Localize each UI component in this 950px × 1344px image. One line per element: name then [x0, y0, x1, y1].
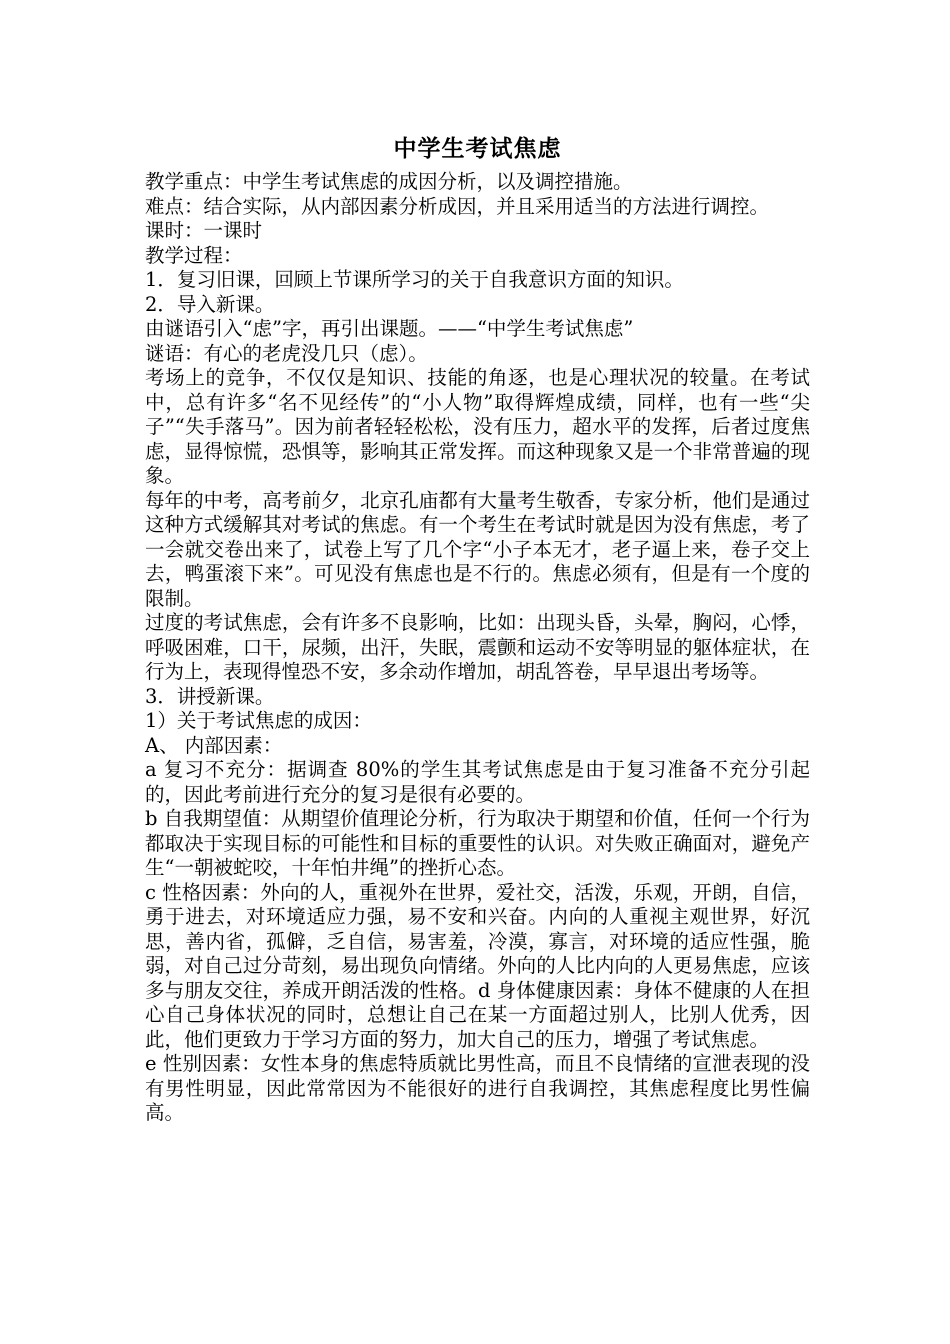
- paragraph-causes-heading: 1）关于考试焦虑的成因：: [145, 709, 372, 732]
- paragraph-factor-c-d: c 性格因素：外向的人，重视外在世界，爱社交，活泼，乐观，开朗，自信，勇于进去，对环境适应力强，易不安和兴奋。内向的人重视主观世界，好沉思，善内省，孤僻，乏自信，易害羞，冷漠，寡言，对环境的适应性强，脆弱，对自己过分苛刻，易出现负向情绪。外向的人比内向的人更易焦虑，应该多与朋友交往，养成开朗活泼的性格。d 身体健康因素：身体不健康的人在担心自己身体状况的同时，总想让自己在某一方面超过别人，比别人优秀，因此，他们更致力于学习方面的努力，加大自己的压力，增强了考试焦虑。: [145, 880, 810, 1051]
- document-title: 中学生考试焦虑: [393, 136, 562, 162]
- paragraph-internal-factors: A、 内部因素：: [145, 733, 283, 757]
- paragraph-competition: 考场上的竞争，不仅仅是知识、技能的角逐，也是心理状况的较量。在考试中，总有许多“名不见经传”的“小人物”取得辉煌成绩，同样，也有一些“尖子”“失手落马”。因为前者轻轻松松，没有压力，超水平的发挥，后者过度焦虑，显得惊慌，恐惧等，影响其正常发挥。而这种现象又是一个非常普遍的现象。: [145, 366, 810, 487]
- paragraph-riddle: 谜语：有心的老虎没几只（虑）。: [145, 341, 428, 365]
- paragraph-step-2: 2．导入新课。: [145, 292, 275, 316]
- paragraph-factor-b: b 自我期望值：从期望价值理论分析，行为取决于期望和价值，任何一个行为都取决于实现目标的可能性和目标的重要性的认识。对失败正确面对，避免产生“一朝被蛇咬，十年怕井绳”的挫折心态。: [145, 807, 810, 879]
- paragraph-factor-e: e 性别因素：女性本身的焦虑特质就比男性高，而且不良情绪的宣泄表现的没有男性明显，因此常常因为不能很好的进行自我调控，其焦虑程度比男性偏高。: [145, 1052, 810, 1124]
- document-page: [145, 130, 810, 1126]
- paragraph-duration: 课时：一课时: [145, 219, 263, 242]
- paragraph-process-heading: 教学过程：: [145, 243, 243, 267]
- paragraph-difficulty: 难点：结合实际，从内部因素分析成因，并且采用适当的方法进行调控。: [145, 194, 770, 218]
- paragraph-step-3: 3．讲授新课。: [145, 684, 275, 708]
- paragraph-focus: 教学重点：中学生考试焦虑的成因分析，以及调控措施。: [145, 170, 633, 193]
- paragraph-effects: 过度的考试焦虑，会有许多不良影响，比如：出现头昏，头晕，胸闷，心悸，呼吸困难，口干，尿频，出汗，失眠，震颤和运动不安等明显的躯体症状，在行为上，表现得惶恐不安，多余动作增加，胡乱答卷，早早退出考场等。: [145, 611, 810, 683]
- paragraph-step-1: 1．复习旧课，回顾上节课所学习的关于自我意识方面的知识。: [145, 268, 684, 291]
- paragraph-factor-a: a 复习不充分：据调查 80%的学生其考试焦虑是由于复习准备不充分引起的，因此考前进行充分的复习是很有必要的。: [145, 758, 810, 806]
- paragraph-riddle-intro: 由谜语引入“虑”字，再引出课题。——“中学生考试焦虑”: [145, 317, 634, 340]
- paragraph-exam-eve: 每年的中考，高考前夕，北京孔庙都有大量考生敬香，专家分析，他们是通过这种方式缓解其对考试的焦虑。有一个考生在考试时就是因为没有焦虑，考了一会就交卷出来了，试卷上写了几个字“小子本无才，老子逼上来，卷子交上去，鸭蛋滚下来”。可见没有焦虑也是不行的。焦虑必须有，但是有一个度的限制。: [145, 488, 810, 610]
